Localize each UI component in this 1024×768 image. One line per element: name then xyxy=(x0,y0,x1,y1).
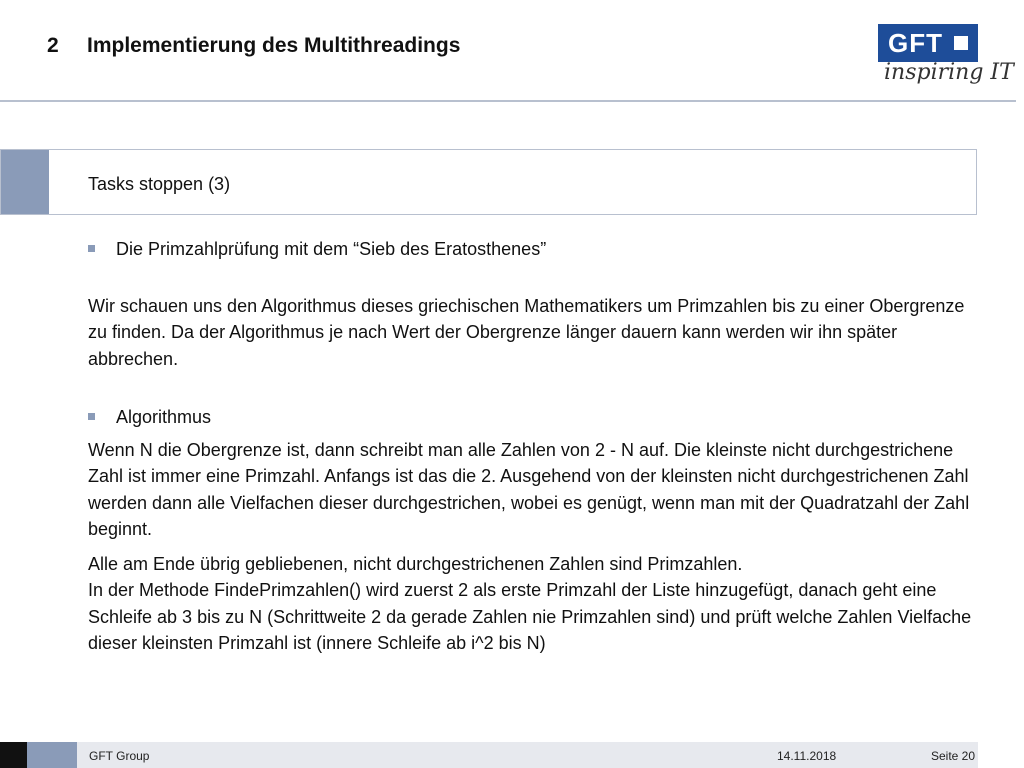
gft-logo xyxy=(878,24,978,62)
footer-company: GFT Group xyxy=(89,749,150,763)
bullet-text: Algorithmus xyxy=(116,407,212,427)
bullet-text: Die Primzahlprüfung mit dem “Sieb des Eratosthenes” xyxy=(116,239,547,259)
section-header xyxy=(0,149,977,215)
logo-tagline: inspiring IT xyxy=(884,60,1014,85)
footer-black-block xyxy=(0,742,27,768)
logo-text: GFT xyxy=(888,28,943,58)
chapter-number: 2 xyxy=(47,34,59,57)
bullet-item xyxy=(88,404,978,431)
paragraph xyxy=(88,551,978,657)
logo-square-icon xyxy=(954,36,968,50)
header-divider xyxy=(0,100,1016,102)
paragraph: Wir schauen uns den Algorithmus dieses griechischen Mathematikers um Primzahlen bis zu einer Obergrenze zu finden. Da der Algorithmus je nach Wert der Obergrenze länger dauern kann werden wir ihn später abbrechen. xyxy=(88,295,965,369)
bullet-item xyxy=(88,236,978,263)
square-bullet-icon xyxy=(88,245,95,252)
footer-page-number: Seite 20 xyxy=(931,749,976,763)
section-title: Tasks stoppen (3) xyxy=(88,174,231,194)
footer-accent-block xyxy=(27,742,77,768)
footer-bar xyxy=(77,742,978,768)
page-title xyxy=(47,34,460,58)
square-bullet-icon xyxy=(88,413,95,420)
paragraph: Wenn N die Obergrenze ist, dann schreibt man alle Zahlen von 2 - N auf. Die kleinste nicht durchgestrichene Zahl ist immer eine Primzahl. Anfangs ist das die 2. Ausgehend von der kleinsten nicht durchgestrichenen Zahl werden dann alle Vielfachen dieser durchgestrichen, wobei es genügt, wenn man mit der Quadratzahl der Zahl beginnt. xyxy=(88,439,970,539)
paragraph-line: Alle am Ende übrig gebliebenen, nicht durchgestrichenen Zahlen sind Primzahlen. xyxy=(88,553,743,574)
section-accent-block xyxy=(1,150,49,214)
paragraph-line: In der Methode FindePrimzahlen() wird zuerst 2 als erste Primzahl der Liste hinzugefügt, danach geht eine Schleife ab 3 bis zu N (Schrittweite 2 da gerade Zahlen nie Primzahlen sind) und prüft welche Zahlen Vielfache dieser kleinsten Primzahl ist (innere Schleife ab i^2 bis N) xyxy=(88,580,972,653)
footer xyxy=(0,742,1024,768)
slide-content xyxy=(88,236,978,657)
footer-date: 14.11.2018 xyxy=(777,749,837,763)
chapter-title: Implementierung des Multithreadings xyxy=(87,34,461,57)
